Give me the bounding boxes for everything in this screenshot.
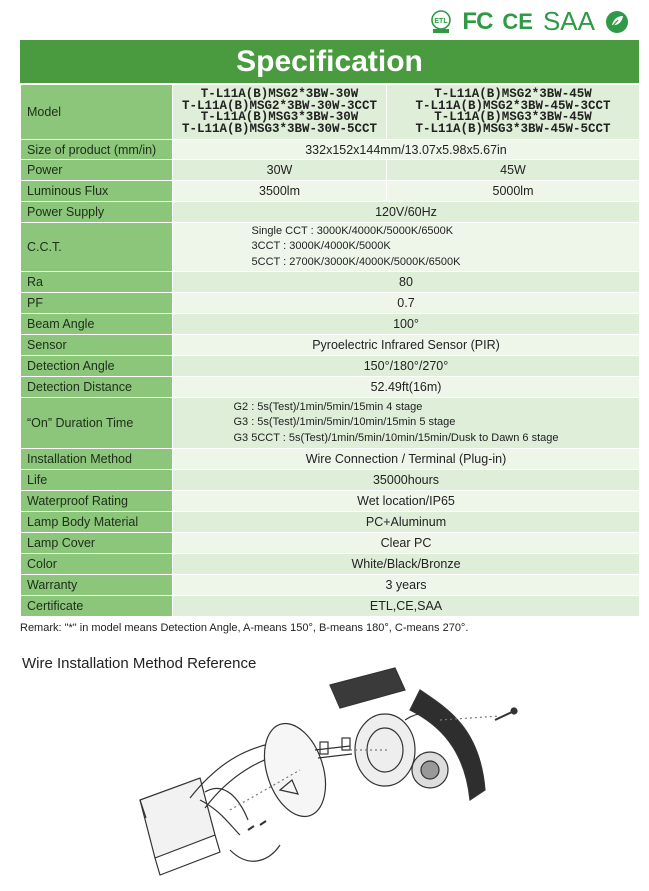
table-row [21,356,640,377]
table-row [21,335,640,356]
row-value: White/Black/Bronze [173,554,640,575]
row-label: Installation Method [21,449,173,470]
svg-text:ETL: ETL [434,17,449,25]
row-value: 45W [387,160,640,181]
row-value: Clear PC [173,533,640,554]
row-label: “On” Duration Time [21,398,173,449]
row-label: Warranty [21,575,173,596]
row-value: 52.49ft(16m) [173,377,640,398]
row-label: Model [21,85,173,140]
table-row [21,223,640,272]
table-row [21,575,640,596]
row-value: Wire Connection / Terminal (Plug-in) [173,449,640,470]
row-value: Single CCT : 3000K/4000K/5000K/6500K 3CCT : 3000K/4000K/5000K 5CCT : 2700K/3000K/4000K/5000K/6500K [173,223,640,272]
row-label: C.C.T. [21,223,173,272]
row-label: Beam Angle [21,314,173,335]
row-value: ETL,CE,SAA [173,596,640,617]
row-label: Size of product (mm/in) [21,140,173,160]
row-label: Color [21,554,173,575]
row-label: Power [21,160,173,181]
row-value: 80 [173,272,640,293]
model-left: T-L11A(B)MSG2*3BW-30W T-L11A(B)MSG2*3BW-30W-3CCT T-L11A(B)MSG3*3BW-30W T-L11A(B)MSG3*3BW-30W-5CCT [173,85,387,140]
row-label: Lamp Body Material [21,512,173,533]
row-value: Wet location/IP65 [173,491,640,512]
remark-note: Remark: "*" in model means Detection Angle, A-means 150°, B-means 180°, C-means 270°. [20,622,469,634]
row-label: Lamp Cover [21,533,173,554]
row-value: 35000hours [173,470,640,491]
table-row [21,377,640,398]
table-row [21,533,640,554]
row-value: 332x152x144mm/13.07x5.98x5.67in [173,140,640,160]
table-row [21,596,640,617]
wire-installation-diagram [120,650,530,888]
ce-mark: CE [502,8,533,34]
fc-mark: FC [462,7,493,35]
table-row [21,314,640,335]
row-label: Luminous Flux [21,181,173,202]
table-row [21,160,640,181]
table-row [21,449,640,470]
wire-installation-title: Wire Installation Method Reference [22,655,257,672]
table-row [21,85,640,140]
row-label: PF [21,293,173,314]
table-row [21,554,640,575]
row-value: Pyroelectric Infrared Sensor (PIR) [173,335,640,356]
table-row [21,202,640,223]
row-label: Detection Angle [21,356,173,377]
specification-table [20,84,640,617]
table-row [21,491,640,512]
row-value: 5000lm [387,181,640,202]
page-title: Specification [20,40,639,83]
row-label: Sensor [21,335,173,356]
row-value: PC+Aluminum [173,512,640,533]
etl-intertek-icon [430,10,452,34]
row-label: Certificate [21,596,173,617]
row-value: 150°/180°/270° [173,356,640,377]
row-label: Detection Distance [21,377,173,398]
row-value: 3500lm [173,181,387,202]
row-value: 0.7 [173,293,640,314]
model-right: T-L11A(B)MSG2*3BW-45W T-L11A(B)MSG2*3BW-45W-3CCT T-L11A(B)MSG3*3BW-45W T-L11A(B)MSG3*3BW-45W-5CCT [387,85,640,140]
row-value: 30W [173,160,387,181]
row-label: Life [21,470,173,491]
table-row [21,398,640,449]
row-label: Power Supply [21,202,173,223]
row-value: G2 : 5s(Test)/1min/5min/15min 4 stage G3 : 5s(Test)/1min/5min/10min/15min 5 stage G3 5CCT : 5s(Test)/1min/5min/10min/15min/Dusk to Dawn 6 stage [173,398,640,449]
rohs-icon [605,10,629,34]
table-row [21,181,640,202]
table-row [21,272,640,293]
row-value: 100° [173,314,640,335]
certification-logos [430,6,629,37]
table-row [21,470,640,491]
row-value: 120V/60Hz [173,202,640,223]
row-value: 3 years [173,575,640,596]
table-row [21,293,640,314]
row-label: Waterproof Rating [21,491,173,512]
saa-mark: SAA [542,6,595,36]
row-label: Ra [21,272,173,293]
table-row [21,140,640,160]
table-row [21,512,640,533]
